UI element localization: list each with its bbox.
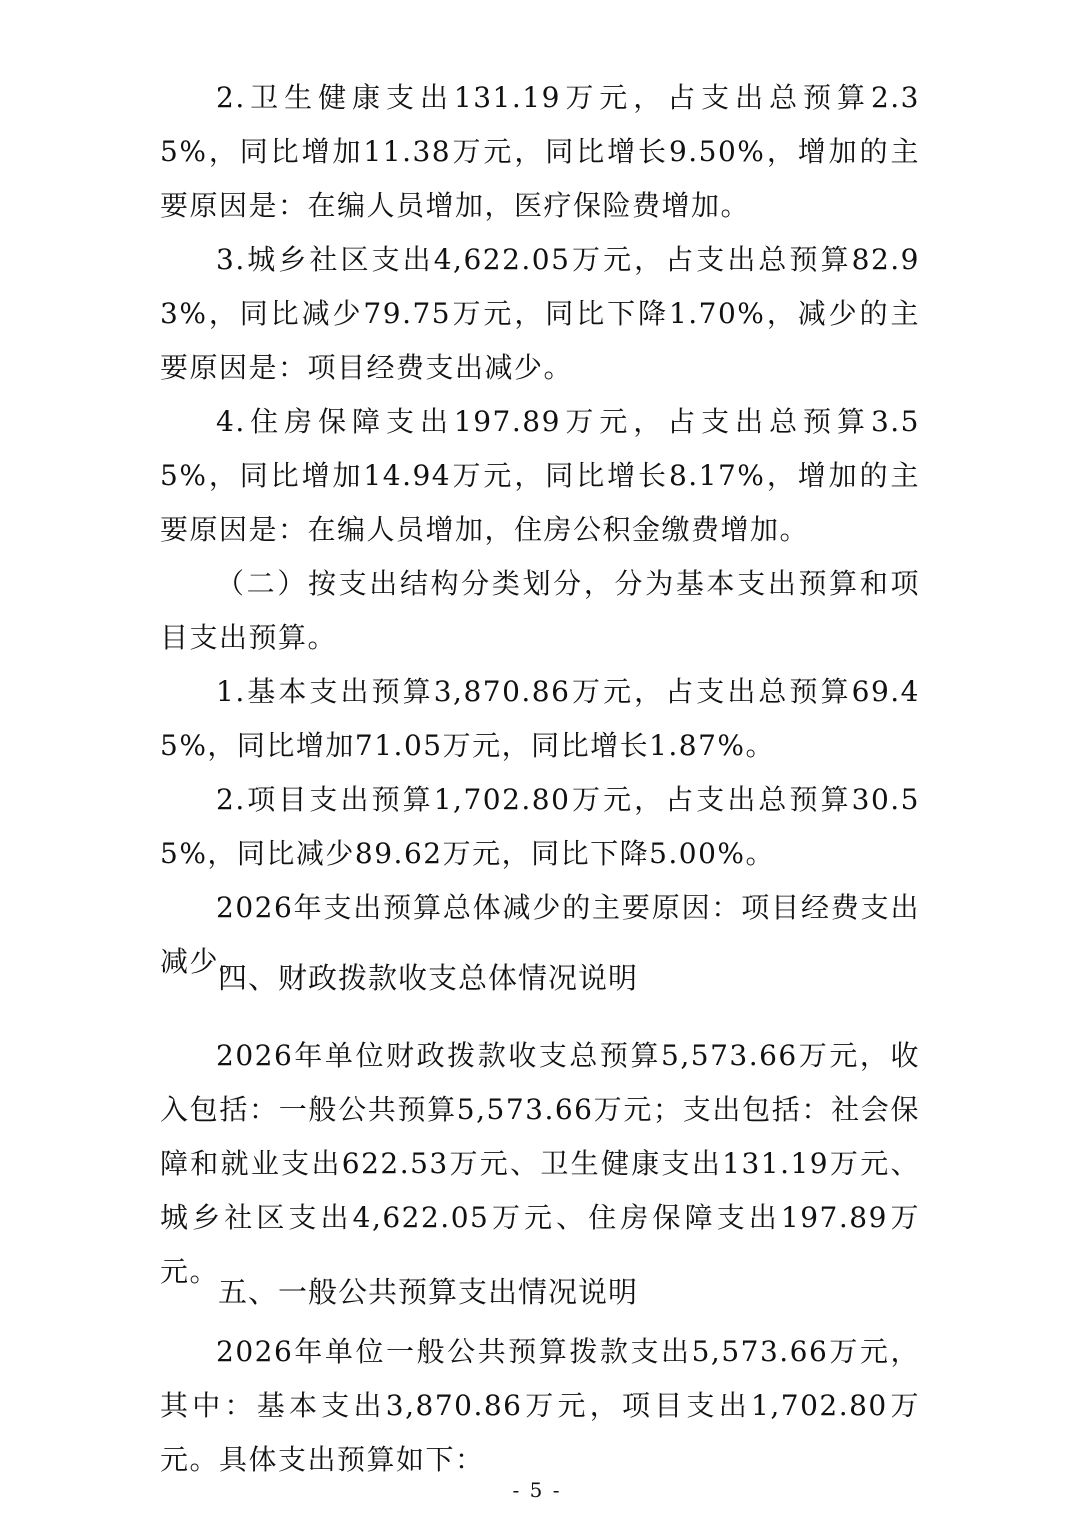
- section-heading-general-public-budget: 五、一般公共预算支出情况说明: [218, 1275, 639, 1309]
- section-heading-fiscal-appropriation: 四、财政拨款收支总体情况说明: [218, 961, 639, 995]
- paragraph-health-expenditure: 2.卫生健康支出131.19万元，占支出总预算2.35%，同比增加11.38万元，同比增长9.50%，增加的主要原因是：在编人员增加，医疗保险费增加。: [160, 81, 920, 222]
- page-number: - 5 -: [512, 1478, 562, 1502]
- paragraph-fiscal-appropriation-summary: 2026年单位财政拨款收支总预算5,573.66万元，收入包括：一般公共预算5,573.66万元；支出包括：社会保障和就业支出622.53万元、卫生健康支出131.19万元、城乡社区支出4,622.05万元、住房保障支出197.89万元。: [160, 1039, 920, 1288]
- paragraph-housing-expenditure: 4.住房保障支出197.89万元，占支出总预算3.55%，同比增加14.94万元，同比增长8.17%，增加的主要原因是：在编人员增加，住房公积金缴费增加。: [160, 405, 920, 546]
- paragraph-project-expenditure: 2.项目支出预算1,702.80万元，占支出总预算30.55%，同比减少89.62万元，同比下降5.00%。: [160, 783, 920, 870]
- paragraph-decrease-reason: 2026年支出预算总体减少的主要原因：项目经费支出减少。: [160, 891, 920, 978]
- paragraph-structure-classification: （二）按支出结构分类划分，分为基本支出预算和项目支出预算。: [160, 567, 920, 654]
- paragraph-general-public-budget-summary: 2026年单位一般公共预算拨款支出5,573.66万元，其中：基本支出3,870.86万元，项目支出1,702.80万元。具体支出预算如下：: [160, 1335, 920, 1476]
- paragraph-urban-rural-expenditure: 3.城乡社区支出4,622.05万元，占支出总预算82.93%，同比减少79.75万元，同比下降1.70%，减少的主要原因是：项目经费支出减少。: [160, 243, 920, 384]
- paragraph-basic-expenditure: 1.基本支出预算3,870.86万元，占支出总预算69.45%，同比增加71.05万元，同比增长1.87%。: [160, 675, 920, 762]
